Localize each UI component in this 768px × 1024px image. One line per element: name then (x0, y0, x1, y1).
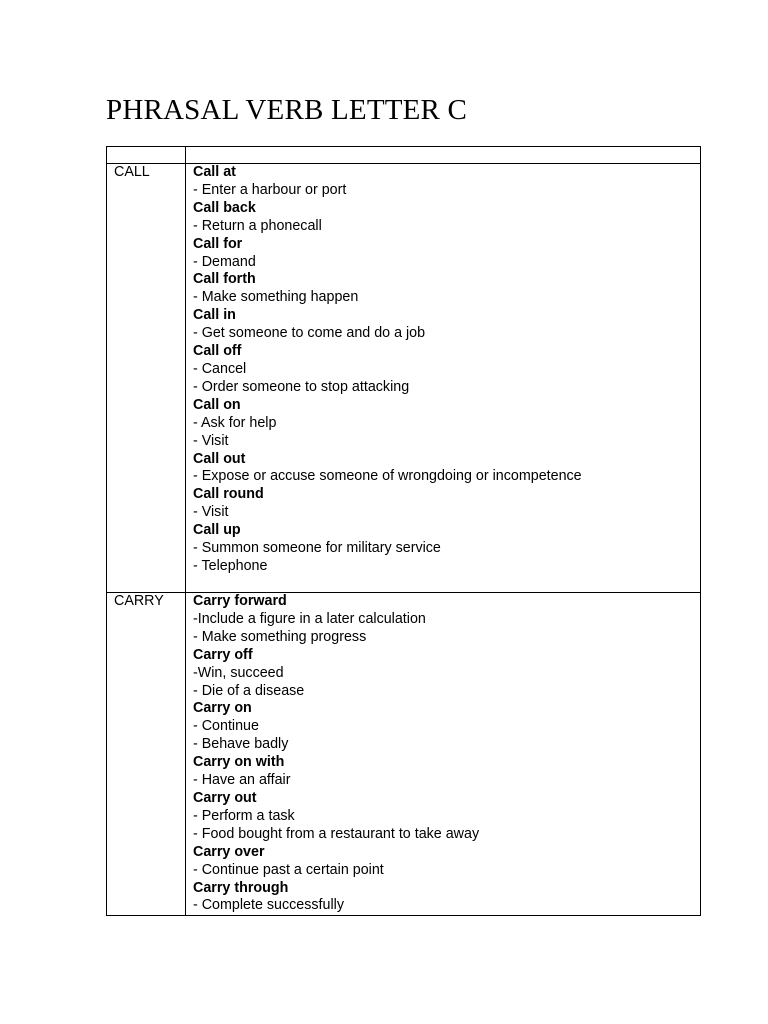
meaning-line: - Expose or accuse someone of wrongdoing or incompetence (193, 468, 582, 485)
meaning-line: - Summon someone for military service (193, 540, 441, 557)
definitions-cell (186, 593, 701, 916)
phrasal-verb-heading: Call round (193, 486, 264, 503)
phrasal-verb-heading: Call out (193, 450, 246, 467)
meaning-line: - Continue (193, 718, 259, 735)
phrasal-verb-heading: Call back (193, 199, 256, 216)
meaning-line: - Have an affair (193, 772, 291, 789)
table-row (107, 164, 701, 593)
meaning-line: - Make something progress (193, 628, 367, 645)
meaning-line: - Order someone to stop attacking (193, 378, 410, 395)
meaning-line: - Visit (193, 504, 229, 521)
phrasal-verb-heading: Carry over (193, 843, 265, 860)
page-title: PHRASAL VERB LETTER C (106, 94, 468, 126)
phrasal-verb-heading: Carry out (193, 789, 257, 806)
phrasal-verb-heading: Carry on with (193, 754, 285, 771)
meaning-line: - Die of a disease (193, 682, 305, 699)
definitions-cell (186, 164, 701, 593)
meaning-line: -Include a figure in a later calculation (193, 610, 426, 627)
phrasal-verb-heading: Call off (193, 343, 242, 360)
meaning-line: - Behave badly (193, 736, 289, 753)
header-cell-definitions (186, 147, 701, 164)
phrasal-verb-heading: Call for (193, 235, 243, 252)
phrasal-verb-heading: Call in (193, 307, 236, 324)
table-row (107, 593, 701, 916)
phrasal-verb-heading: Carry on (193, 700, 252, 717)
meaning-line: - Enter a harbour or port (193, 181, 347, 198)
phrasal-verb-heading: Call forth (193, 271, 256, 288)
meaning-line: - Continue past a certain point (193, 861, 384, 878)
phrasal-verb-heading: Carry off (193, 646, 253, 663)
meaning-line: - Food bought from a restaurant to take away (193, 825, 480, 842)
definitions-list (193, 593, 700, 915)
meaning-line: - Return a phonecall (193, 217, 322, 234)
meaning-line: - Get someone to come and do a job (193, 325, 426, 342)
phrasal-verb-heading: Carry forward (193, 593, 287, 609)
meaning-line: - Ask for help (193, 414, 277, 431)
meaning-line: - Cancel (193, 360, 247, 377)
header-cell-verb (107, 147, 186, 164)
meaning-line: - Perform a task (193, 807, 295, 824)
phrasal-verb-heading: Call on (193, 396, 241, 413)
meaning-line: - Complete successfully (193, 897, 344, 914)
meaning-line: - Make something happen (193, 289, 359, 306)
verb-cell: CALL (107, 164, 186, 593)
phrasal-verb-heading: Call at (193, 164, 236, 180)
meaning-line: - Demand (193, 253, 256, 270)
meaning-line: -Win, succeed (193, 664, 284, 681)
phrasal-verb-table (106, 146, 701, 916)
table-header-row (107, 147, 701, 164)
meaning-line: - Telephone (193, 557, 268, 574)
phrasal-verb-heading: Carry through (193, 879, 289, 896)
phrasal-verb-heading: Call up (193, 522, 241, 539)
meaning-line: - Visit (193, 432, 229, 449)
verb-cell: CARRY (107, 593, 186, 916)
definitions-list (193, 164, 700, 576)
